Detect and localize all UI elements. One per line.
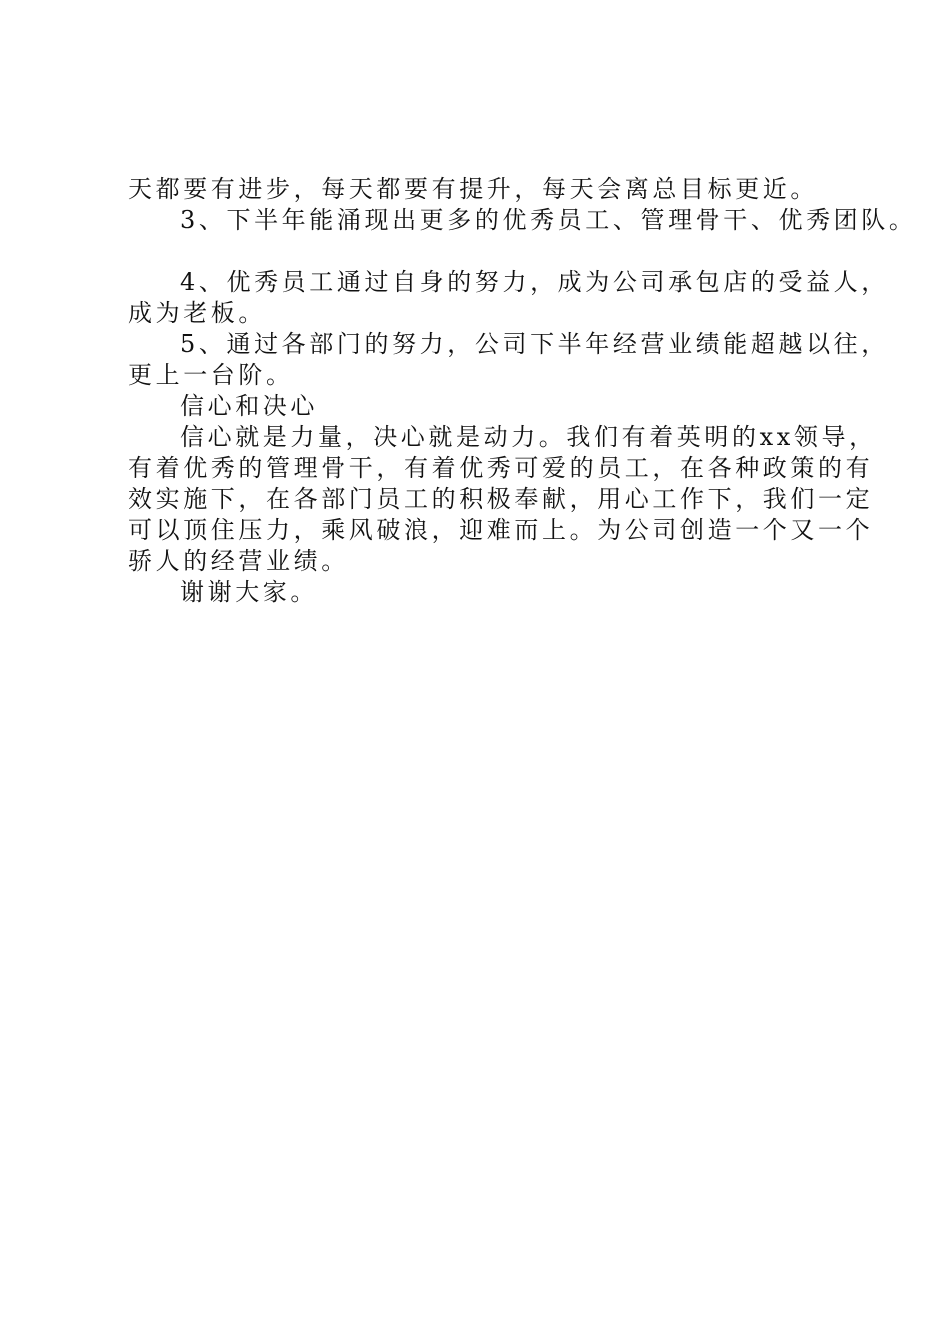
paragraph-line: 骄人的经营业绩。 [128,547,349,575]
list-item-4: 4、优秀员工通过自身的努力，成为公司承包店的受益人， [180,268,889,296]
paragraph-line: 天都要有进步，每天都要有提升，每天会离总目标更近。 [128,175,818,203]
paragraph-line: 效实施下，在各部门员工的积极奉献，用心工作下，我们一定 [128,485,874,513]
paragraph-line: 可以顶住压力，乘风破浪，迎难而上。为公司创造一个又一个 [128,516,874,544]
closing-line: 谢谢大家。 [180,578,318,606]
paragraph-line: 成为老板。 [128,299,266,327]
blank-line [128,236,848,267]
section-heading: 信心和决心 [180,392,318,420]
list-item-3: 3、下半年能涌现出更多的优秀员工、管理骨干、优秀团队。 [180,206,917,234]
paragraph-line: 信心就是力量，决心就是动力。我们有着英明的xx领导， [180,423,877,451]
list-item-5: 5、通过各部门的努力，公司下半年经营业绩能超越以往， [180,330,889,358]
paragraph-line: 更上一台阶。 [128,361,294,389]
document-body [128,174,917,608]
paragraph-line: 有着优秀的管理骨干，有着优秀可爱的员工，在各种政策的有 [128,454,874,482]
